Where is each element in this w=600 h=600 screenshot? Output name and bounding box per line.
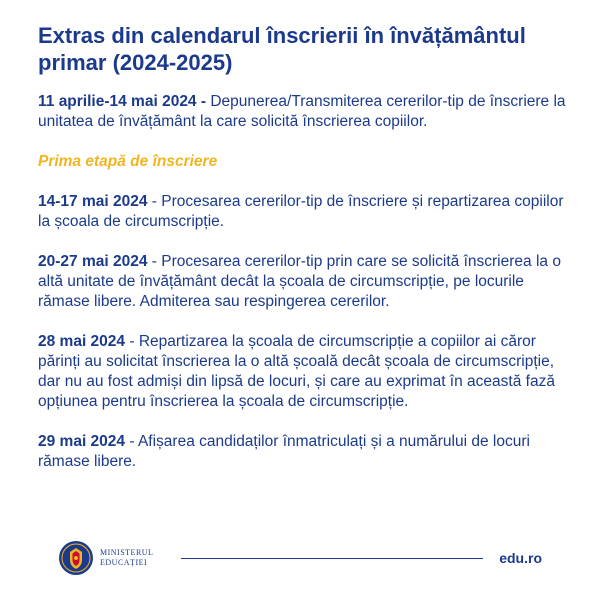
- footer: [58, 538, 542, 578]
- entry-text: Depunerea/Transmiterea cererilor-tip de înscriere la unitatea de învățământ la care solicită înscrierea copiilor.: [38, 93, 566, 130]
- stage-heading: Prima etapă de înscriere: [38, 153, 218, 170]
- entry-date: 29 mai 2024: [38, 433, 126, 450]
- entry-text: - Procesarea cererilor-tip de înscriere și repartizarea copiilor la școala de circumscripție.: [38, 193, 564, 230]
- coat-of-arms-icon: [58, 540, 94, 576]
- ministry-line-1: MINISTERUL: [100, 548, 154, 557]
- entry-date: 14-17 mai 2024: [38, 193, 148, 210]
- entry-date: 20-27 mai 2024: [38, 253, 148, 270]
- calendar-entry: [38, 432, 568, 472]
- ministry-logo: [58, 540, 153, 576]
- calendar-entry: [38, 92, 568, 132]
- page-title: Extras din calendarul înscrierii în învățământul primar (2024-2025): [38, 23, 526, 75]
- calendar-entry: [38, 252, 568, 312]
- website-link[interactable]: edu.ro: [499, 550, 542, 566]
- ministry-name: [100, 548, 153, 568]
- entry-date: 11 aprilie-14 mai 2024 -: [38, 93, 207, 110]
- entry-text: - Repartizarea la școala de circumscripție a copiilor ai căror părinți au solicitat înscrierea la o altă școală decât școala de circumscripție, dar nu au fost admiși din lipsă de locuri, și care au exprimat în această fază opțiunea pentru înscrierea la școala de circumscripție.: [38, 333, 555, 410]
- entry-text: - Procesarea cererilor-tip prin care se solicită înscrierea la o altă unitate de învățământ decât la școala de circumscripție, pe locurile rămase libere. Admiterea sau respingerea cererilor.: [38, 253, 561, 310]
- entry-text: - Afișarea candidaților înmatriculați și a numărului de locuri rămase libere.: [38, 433, 530, 470]
- ministry-line-2: EDUCAȚIEI: [100, 558, 148, 567]
- footer-divider: [181, 558, 483, 559]
- calendar-entry: [38, 192, 568, 232]
- calendar-entry: [38, 332, 568, 412]
- entry-date: 28 mai 2024: [38, 333, 126, 350]
- calendar-content: [38, 92, 568, 492]
